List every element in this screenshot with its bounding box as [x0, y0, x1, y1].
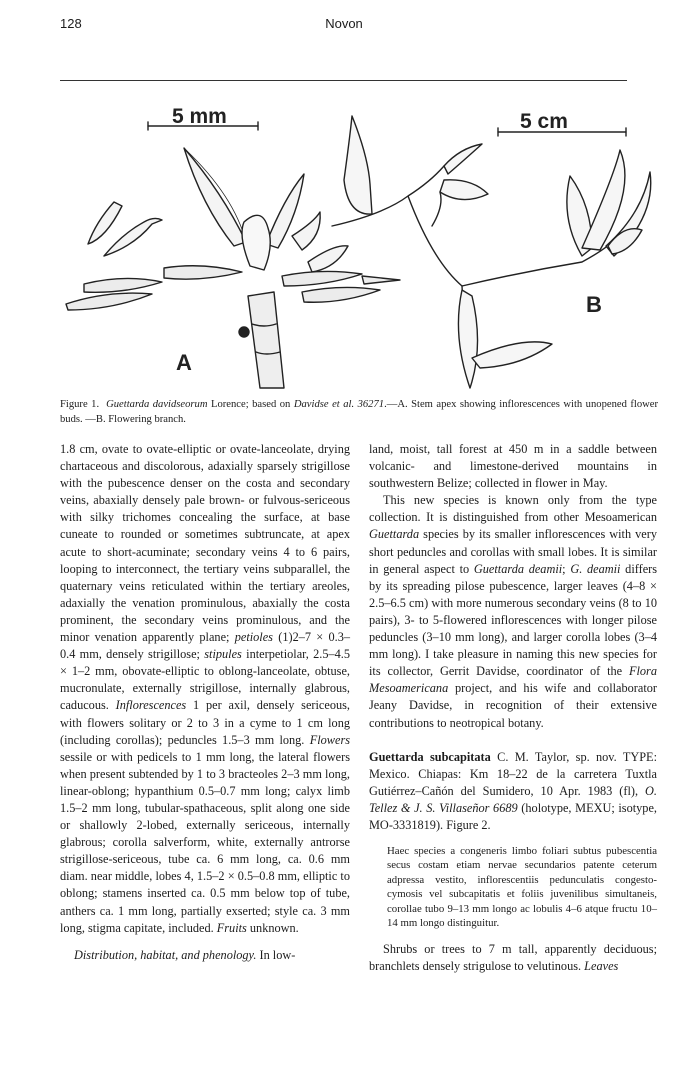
panel-label-b: B — [586, 292, 602, 317]
scale-label-b: 5 cm — [520, 110, 568, 133]
journal-title: Novon — [325, 16, 363, 31]
right-column — [369, 441, 657, 975]
species-description: Shrubs or trees to 7 m tall, apparently deciduous; branchlets densely strigulose to velutinous. Leaves — [369, 941, 657, 973]
scale-label-a: 5 mm — [172, 105, 227, 128]
figure-1-illustration — [52, 96, 652, 396]
page-number: 128 — [60, 16, 82, 31]
habitat-paragraph: land, moist, tall forest at 450 m in a saddle between volcanic- and limestone-derived mountains in southwestern Belize; collected in flower in May. — [369, 442, 657, 491]
description-paragraph: 1.8 cm, ovate to ovate-elliptic or ovate-lanceolate, drying chartaceous and discolorous, adaxially sparsely strigillose with the pubescence denser on the costa and secondary veins, abaxially densely pale brown- or fulvous-sericeous with silky trichomes concealing the surface, at base cuneate to rounded or sometimes subtruncate, at apex acute to short-acuminate; secondary veins 4 to 6 pairs, looping to interconnect, the tertiary veins subparallel, the quaternary veins reticulated within the tertiary areoles, adaxially the venation prominulous, abaxially the costa prominent, the secondary veins prominulous, and the minor venation apparently plane; petioles (1)2–7 × 0.3–0.4 mm, densely strigillose; stipules interpetiolar, 2.5–4.5 × 1–2 mm, obovate-elliptic to oblong-lanceolate, obtuse, mucronulate, externally strigillose, internally glabrous, caducous. Inflorescences 1 per axil, densely sericeous, with flowers solitary or 2 to 3 in a cyme to 1 cm long (including corollas); peduncles 1.5–3 mm long. Flowers sessile or with pedicels to 1 mm long, the lateral flowers when present subtended by 1 to 3 bracteoles 2–3 mm long, linear-oblong; hypanthium 0.5–0.7 mm long; calyx limb 1.5–2 mm long, tubular-spathaceous, split along one side or shallowly 2-lobed, externally sericeous, internally glabrous; corolla salverform, white, externally antrorse strigillose-sericeous, tube ca. 6 mm long, ca. 0.6 mm diam. near middle, lobes 4, 1.5–2 × 0.5–0.8 mm, elliptic to oblong; stamens inserted ca. 0.5 mm below top of tube, anthers ca. 1 mm long, partially exserted; style ca. 3 mm long, stigma capitate, included. Fruits unknown. — [60, 442, 351, 935]
species-heading: Guettarda subcapitata C. M. Taylor, sp. nov. TYPE: Mexico. Chiapas: Km 18–22 de la carretera Tuxtla Gutiérrez–Cañón del Sumidero, 10 Apr. 1983 (fl), O. Tellez & J. S. Villaseñor 6689 (holotype, MEXU; isotype, MO-3331819). Figure 2. — [369, 749, 657, 832]
latin-diagnosis: Haec species a congeneris limbo foliari subtus pubescentia secus costam etiam nervae secundarios patente ceterum adpressa vestito, inflorescentiis pedunculatis congesto-cymosis vel subcapitatis et foliis juvenilibus simultaneis, corollae tubo 9–13 mm longo ac lobulis 4–6 atque fructu 10–14 mm longo distinguitur. — [387, 845, 657, 930]
panel-label-a: A — [176, 350, 192, 375]
header-rule — [60, 80, 627, 81]
discussion-paragraph: This new species is known only from the type collection. It is distinguished from other Mesoamerican Guettarda species by its smaller inflorescences with very short peduncles and corollas with small lobes. It is similar in general aspect to Guettarda deamii; G. deamii differs by its spreading pilose pubescence, larger leaves (4–8 × 2.5–6.5 cm) with more numerous secondary veins (8 to 10 pairs), 3- to 5-flowered inflorescences with longer pilose peduncles (3–10 mm long), and larger corolla lobes (3–4 mm long). I take pleasure in naming this new species for its collector, Gerrit Davidse, coordinator of the Flora Mesoamericana project, and his wife and collaborator Jeany Davidse, in recognition of their extensive contributions to neotropical botany. — [369, 493, 658, 730]
panel-b-drawing — [332, 116, 651, 388]
left-column — [60, 441, 350, 964]
figure-caption: Figure 1. Guettarda davidseorum Lorence; based on Davidse et al. 36271.—A. Stem apex showing inflorescences with unopened flower buds. —B. Flowering branch. — [60, 399, 659, 425]
distribution-paragraph: Distribution, habitat, and phenology. In low- — [74, 947, 296, 962]
